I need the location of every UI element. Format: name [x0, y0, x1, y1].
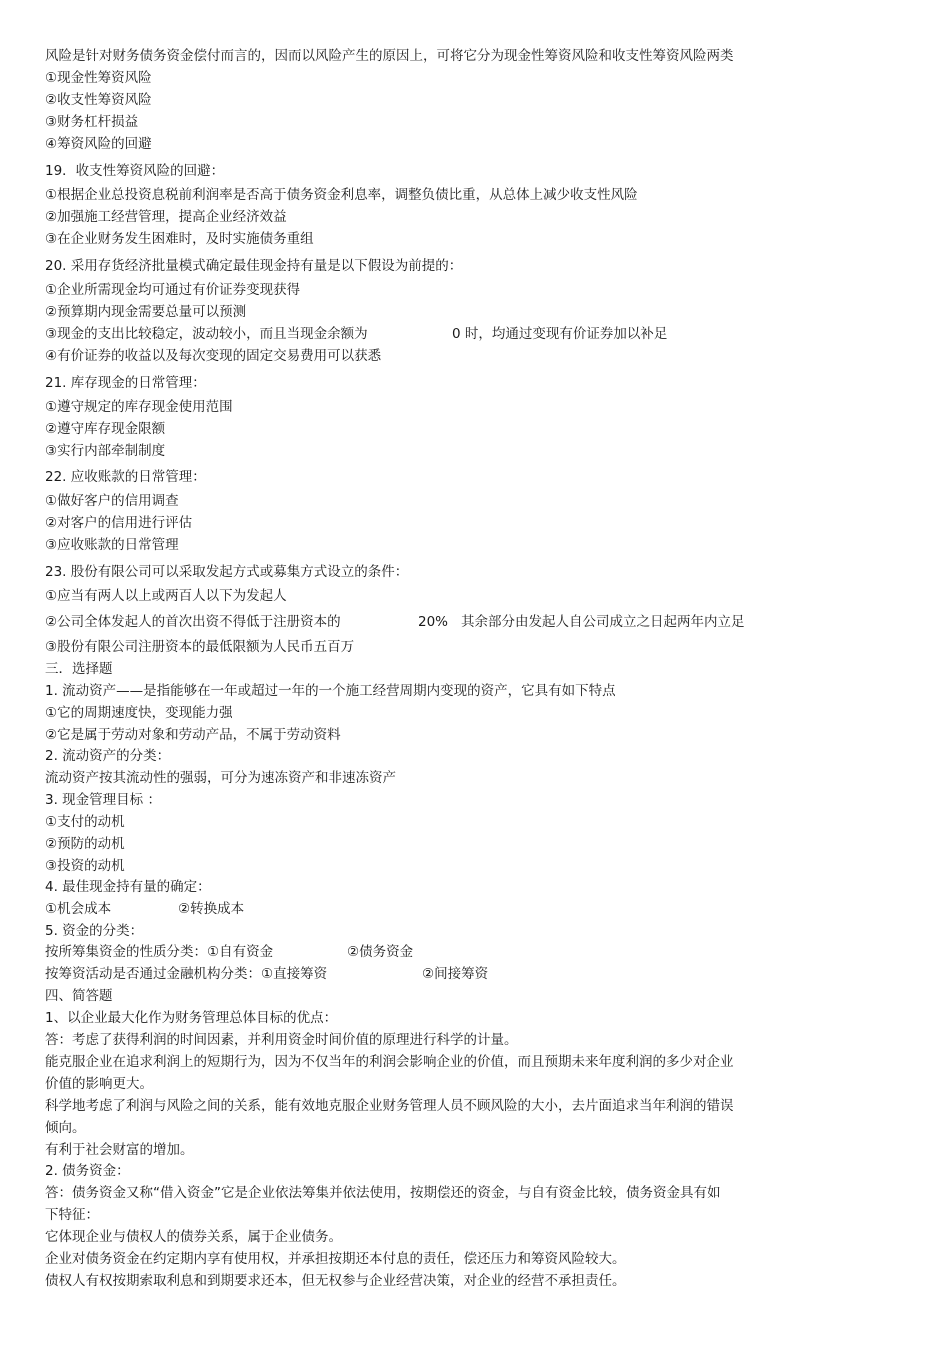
q22-title: 22. 应收账款的日常管理： — [45, 469, 206, 485]
q20-item-3-part-b: 0 时，均通过变现有价证券加以补足 — [452, 326, 668, 342]
s4-q1-title: 1、以企业最大化作为财务管理总体目标的优点： — [45, 1010, 338, 1026]
s4-q1-answer-line: 价值的影响更大。 — [45, 1076, 153, 1092]
q23-item: ①应当有两人以上或两百人以下为发起人 — [45, 588, 287, 604]
intro-paragraph: 风险是针对财务债务资金偿付而言的，因而以风险产生的原因上，可将它分为现金性筹资风险和收支性筹资风险两类 — [45, 48, 734, 64]
section4-heading: 四、简答题 — [45, 988, 113, 1004]
q19-item: ③在企业财务发生困难时，及时实施债务重组 — [45, 231, 314, 247]
q23-title: 23. 股份有限公司可以采取发起方式或募集方式设立的条件： — [45, 564, 409, 580]
intro-item: ③财务杠杆损益 — [45, 114, 139, 130]
s4-q1-answer-line: 科学地考虑了利润与风险之间的关系，能有效地克服企业财务管理人员不顾风险的大小，去片面追求当年利润的错误 — [45, 1098, 734, 1114]
q23-item-2-percent: 20% — [418, 614, 449, 630]
q19-item: ①根据企业总投资息税前利润率是否高于债务资金利息率，调整负债比重，从总体上减少收支性风险 — [45, 187, 638, 203]
s4-q1-answer-line: 倾向。 — [45, 1120, 86, 1136]
q20-item: ①企业所需现金均可通过有价证券变现获得 — [45, 282, 301, 298]
s3-q2-text: 流动资产按其流动性的强弱，可分为速冻资产和非速冻资产 — [45, 770, 396, 786]
s3-q5-line-2-part-a: 按筹资活动是否通过金融机构分类：①直接筹资 — [45, 966, 328, 982]
s3-q4-title: 4. 最佳现金持有量的确定： — [45, 879, 211, 895]
s4-q1-answer-line: 有利于社会财富的增加。 — [45, 1142, 194, 1158]
q23-item: ③股份有限公司注册资本的最低限额为人民币五百万 — [45, 639, 355, 655]
intro-item: ④筹资风险的回避 — [45, 136, 152, 152]
q20-item: ④有价证券的收益以及每次变现的固定交易费用可以获悉 — [45, 348, 382, 364]
s4-q2-answer-line: 企业对债务资金在约定期内享有使用权，并承担按期还本付息的责任，偿还压力和筹资风险较大。 — [45, 1251, 626, 1267]
q20-title: 20. 采用存货经济批量模式确定最佳现金持有量是以下假设为前提的： — [45, 258, 463, 274]
q23-item-2-part-a: ②公司全体发起人的首次出资不得低于注册资本的 — [45, 614, 341, 630]
s3-q4-item-a: ①机会成本 — [45, 901, 112, 917]
s3-q3-item: ②预防的动机 — [45, 836, 125, 852]
s3-q5-line-1-part-b: ②债务资金 — [347, 944, 414, 960]
s3-q3-title: 3. 现金管理目标 ： — [45, 792, 161, 808]
s3-q1-item: ①它的周期速度快，变现能力强 — [45, 705, 233, 721]
q22-item: ①做好客户的信用调查 — [45, 493, 179, 509]
s3-q3-item: ③投资的动机 — [45, 858, 125, 874]
s3-q2-title: 2. 流动资产的分类： — [45, 748, 171, 764]
intro-item: ①现金性筹资风险 — [45, 70, 152, 86]
s3-q4-item-b: ②转换成本 — [178, 901, 245, 917]
q20-item-3-part-a: ③现金的支出比较稳定，波动较小，而且当现金余额为 — [45, 326, 368, 342]
q19-title: 19．收支性筹资风险的回避： — [45, 163, 225, 179]
q22-item: ③应收账款的日常管理 — [45, 537, 179, 553]
q20-item: ②预算期内现金需要总量可以预测 — [45, 304, 247, 320]
section3-heading: 三．选择题 — [45, 661, 113, 677]
q23-item-2-part-c: 其余部分由发起人自公司成立之日起两年内立足 — [461, 614, 745, 630]
q19-item: ②加强施工经营管理，提高企业经济效益 — [45, 209, 287, 225]
q22-item: ②对客户的信用进行评估 — [45, 515, 193, 531]
intro-item: ②收支性筹资风险 — [45, 92, 152, 108]
s3-q5-title: 5. 资金的分类： — [45, 923, 144, 939]
s4-q1-answer-line: 能克服企业在追求利润上的短期行为，因为不仅当年的利润会影响企业的价值，而且预期未来年度利润的多少对企业 — [45, 1054, 734, 1070]
s4-q2-answer-line: 答：债务资金又称“借入资金”它是企业依法筹集并依法使用，按期偿还的资金，与自有资金比较，债务资金具有如 — [45, 1185, 721, 1201]
q21-item: ③实行内部牵制制度 — [45, 443, 166, 459]
s4-q2-title: 2. 债务资金： — [45, 1163, 130, 1179]
s3-q5-line-1-part-a: 按所筹集资金的性质分类：①自有资金 — [45, 944, 274, 960]
s4-q2-answer-line: 下特征： — [45, 1207, 99, 1223]
s3-q3-item: ①支付的动机 — [45, 814, 125, 830]
s3-q1-item: ②它是属于劳动对象和劳动产品，不属于劳动资料 — [45, 727, 341, 743]
q21-title: 21. 库存现金的日常管理： — [45, 375, 206, 391]
s3-q5-line-2-part-b: ②间接筹资 — [422, 966, 489, 982]
q21-item: ②遵守库存现金限额 — [45, 421, 166, 437]
s3-q1-title: 1. 流动资产——是指能够在一年或超过一年的一个施工经营周期内变现的资产，它具有如下特点 — [45, 683, 616, 699]
s4-q2-answer-line: 它体现企业与债权人的债券关系，属于企业债务。 — [45, 1229, 342, 1245]
s4-q1-answer-line: 答：考虑了获得利润的时间因素，并利用资金时间价值的原理进行科学的计量。 — [45, 1032, 518, 1048]
s4-q2-answer-line: 债权人有权按期索取利息和到期要求还本，但无权参与企业经营决策，对企业的经营不承担责任。 — [45, 1273, 626, 1289]
q21-item: ①遵守规定的库存现金使用范围 — [45, 399, 233, 415]
